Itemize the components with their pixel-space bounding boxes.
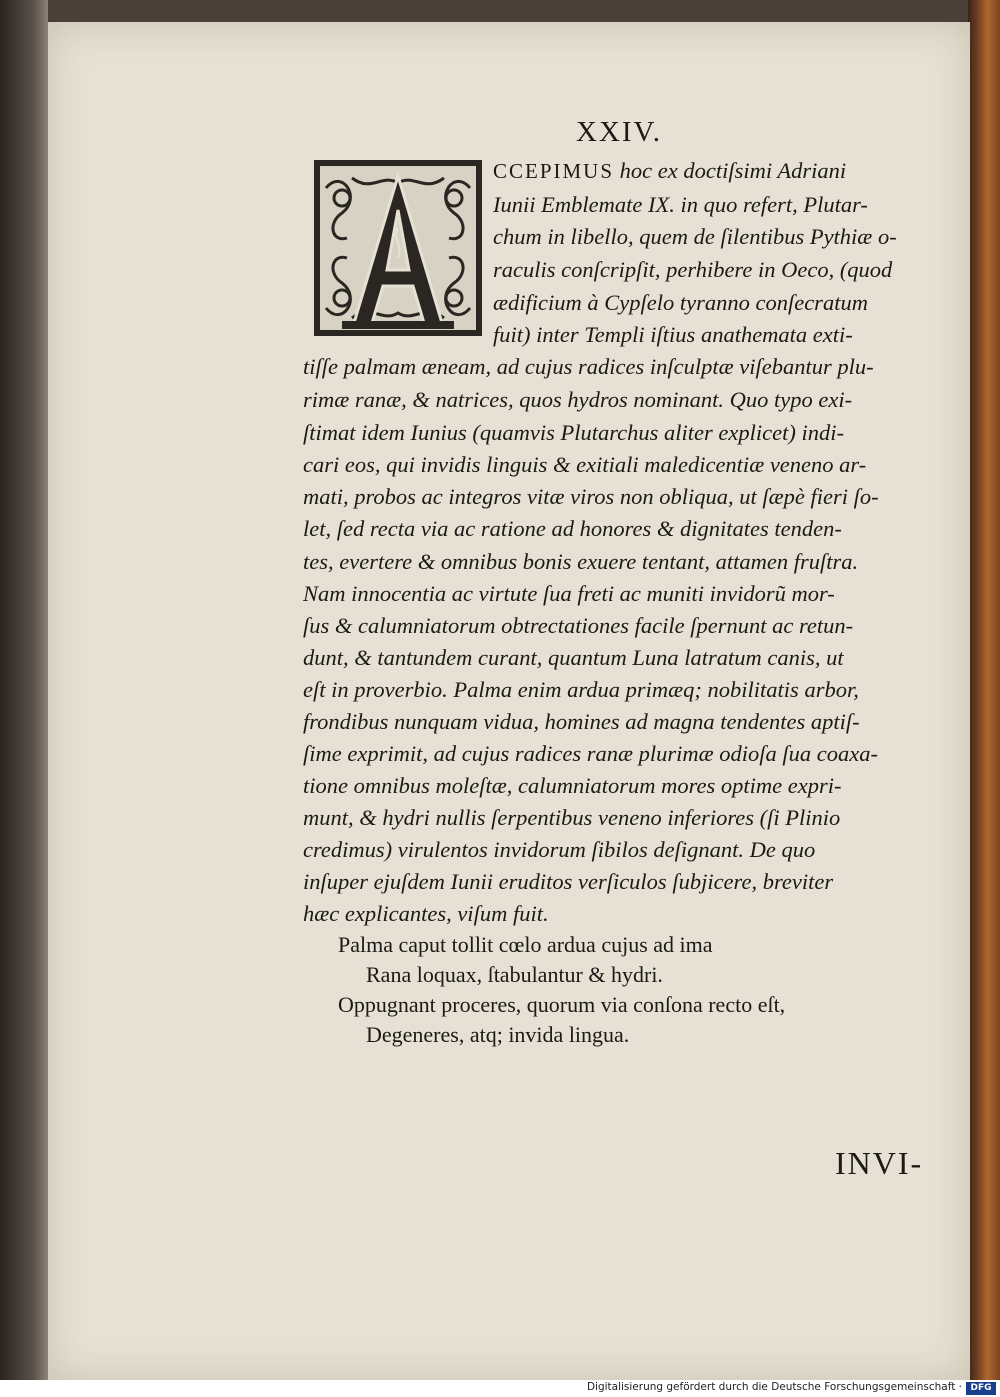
prose-line: rimæ ranæ, & natrices, quos hydros nominant. Quo typo exi- [303,387,853,412]
footer-bar [0,1380,1000,1397]
prose-line: ædificium à Cypſelo tyranno conſecratum [493,290,868,315]
footer-credit: Digitalisierung gefördert durch die Deutsche Forschungsgemeinschaft · [586,1381,962,1393]
prose-line: chum in libello, quem de ſilentibus Pythiæ o- [493,224,897,249]
verse-line: Degeneres, atq; invida lingua. [366,1022,630,1047]
prose-line: ſime exprimit, ad cujus radices ranæ plurimæ odioſa ſua coaxa- [303,741,878,766]
prose-line: ſus & calumniatorum obtrectationes facile ſpernunt ac retun- [303,613,854,638]
initial-caps: CCEPIMUS [493,159,615,183]
prose-line: Nam innocentia ac virtute ſua freti ac muniti invidorũ mor- [303,581,835,606]
decorated-initial-a [312,158,484,338]
prose-line-1 [493,156,846,186]
prose-line: let, ſed recta via ac ratione ad honores & dignitates tenden- [303,516,842,541]
prose-line: tione omnibus moleſtæ, calumniatorum mores optime expri- [303,773,842,798]
prose-line: tes, evertere & omnibus bonis exuere tentant, attamen fruſtra. [303,549,859,574]
page-number: XXIV. [576,116,662,148]
prose-line: credimus) virulentos invidorum ſibilos deſignant. De quo [303,837,816,862]
verse-line: Rana loquax, ſtabulantur & hydri. [366,962,663,987]
prose-line: dunt, & tantundem curant, quantum Luna latratum canis, ut [303,645,844,670]
line1-text: hoc ex doctiſsimi Adriani [619,158,847,183]
prose-line: frondibus nunquam vidua, homines ad magna tendentes aptiſ- [303,709,860,734]
verse-line: Oppugnant proceres, quorum via conſona recto eſt, [338,992,786,1017]
prose-line: tiſſe palmam æneam, ad cujus radices inſculptæ viſebantur plu- [303,354,874,379]
prose-line: munt, & hydri nullis ſerpentibus veneno inferiores (ſi Plinio [303,805,841,830]
prose-line: inſuper ejuſdem Iunii eruditos verſiculos ſubjicere, breviter [303,869,834,894]
prose-line: ſtimat idem Iunius (quamvis Plutarchus aliter explicet) indi- [303,420,844,445]
prose-line: cari eos, qui invidis linguis & exitiali maledicentiæ veneno ar- [303,452,867,477]
book-edge [968,0,1000,1380]
binding-edge [0,0,48,1380]
prose-line: hæc explicantes, viſum fuit. [303,901,549,926]
prose-line: raculis conſcripſit, perhibere in Oeco, (quod [493,257,893,282]
catchword: INVI- [835,1145,924,1181]
verse-line: Palma caput tollit cœlo ardua cujus ad ima [338,932,713,957]
prose-line: eſt in proverbio. Palma enim ardua primæq; nobilitatis arbor, [303,677,859,702]
prose-line: Iunii Emblemate IX. in quo refert, Plutar- [493,192,868,217]
prose-line: mati, probos ac integros vitæ viros non obliqua, ut ſæpè fieri ſo- [303,484,879,509]
prose-line: fuit) inter Templi iſtius anathemata exti- [493,322,853,347]
dfg-logo: DFG [966,1382,996,1395]
